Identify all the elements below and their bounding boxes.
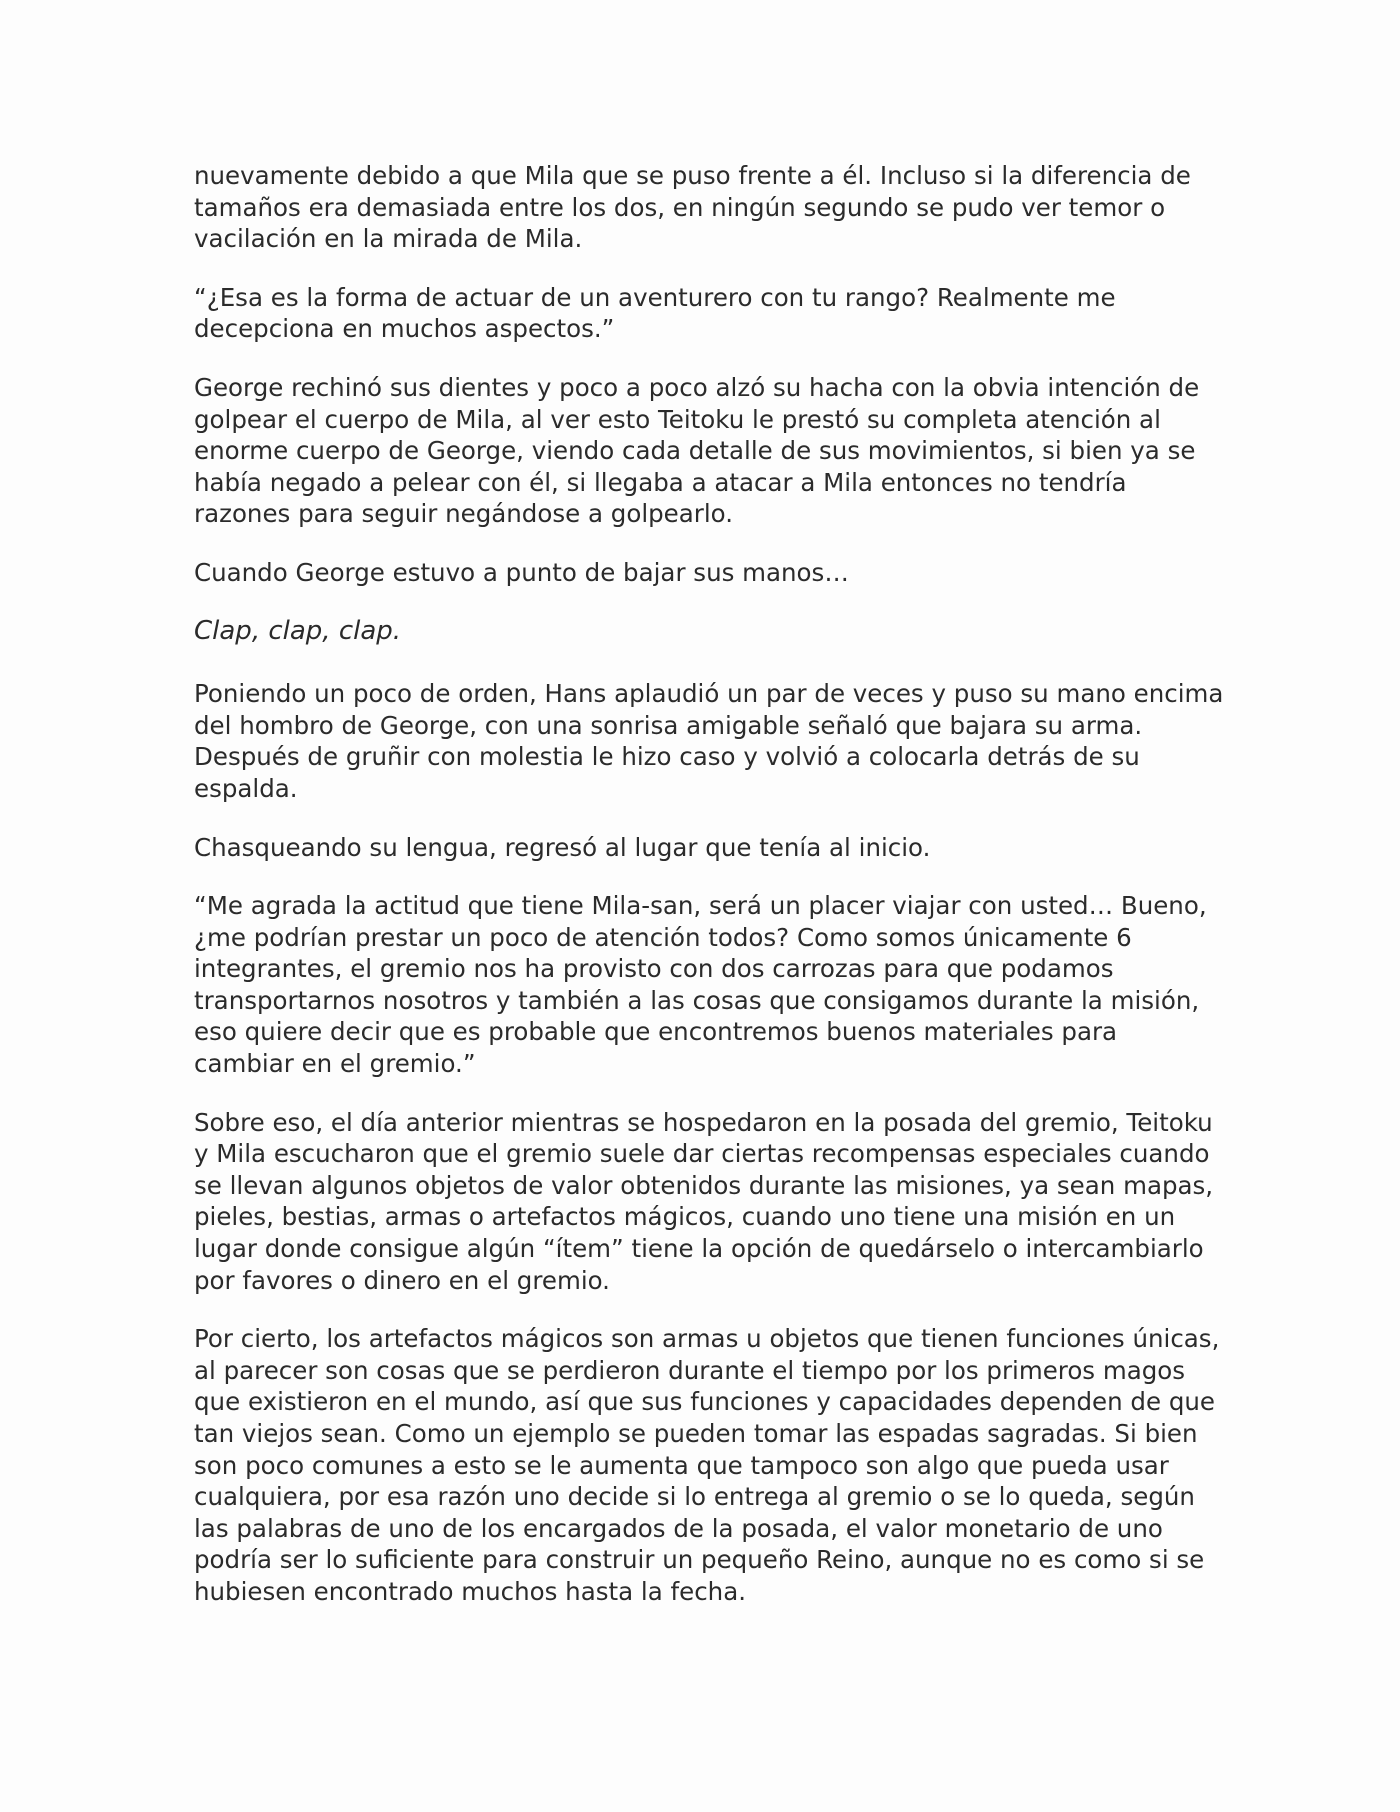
sound-effect-paragraph: Clap, clap, clap. bbox=[194, 615, 402, 646]
dialogue-paragraph: “¿Esa es la forma de actuar de un aventurero con tu rango? Realmente me decepciona en muchos aspectos.” bbox=[194, 282, 1116, 344]
dialogue-paragraph: “Me agrada la actitud que tiene Mila-san, será un placer viajar con usted… Bueno, ¿me podrían prestar un poco de atención todos? Como somos únicamente 6 integrantes, el gremio nos ha provisto con dos carrozas para que podamos transportarnos nosotros y también a las cosas que consigamos durante la misión, eso quiere decir que es probable que encontremos buenos materiales para cambiar en el gremio.” bbox=[194, 891, 1207, 1079]
body-text bbox=[194, 160, 1224, 1635]
paragraph: Cuando George estuvo a punto de bajar sus manos… bbox=[194, 557, 849, 587]
paragraph: George rechinó sus dientes y poco a poco alzó su hacha con la obvia intención de golpear el cuerpo de Mila, al ver esto Teitoku le prestó su completa atención al enorme cuerpo de George, viendo cada detalle de sus movimientos, si bien ya se había negado a pelear con él, si llegaba a atacar a Mila entonces no tendría razones para seguir negándose a golpearlo. bbox=[194, 372, 1200, 529]
paragraph: Por cierto, los artefactos mágicos son armas u objetos que tienen funciones únicas, al parecer son cosas que se perdieron durante el tiempo por los primeros magos que existieron en el mundo, así que sus funciones y capacidades dependen de que tan viejos sean. Como un ejemplo se pueden tomar las espadas sagradas. Si bien son poco comunes a esto se le aumenta que tampoco son algo que pueda usar cualquiera, por esa razón uno decide si lo entrega al gremio o se lo queda, según las palabras de uno de los encargados de la posada, el valor monetario de uno podría ser lo suficiente para construir un pequeño Reino, aunque no es como si se hubiesen encontrado muchos hasta la fecha. bbox=[194, 1324, 1220, 1606]
paragraph: Poniendo un poco de orden, Hans aplaudió un par de veces y puso su mano encima del hombro de George, con una sonrisa amigable señaló que bajara su arma. Después de gruñir con molestia le hizo caso y volvió a colocarla detrás de su espalda. bbox=[194, 679, 1224, 803]
paragraph: nuevamente debido a que Mila que se puso frente a él. Incluso si la diferencia de tamaños era demasiada entre los dos, en ningún segundo se pudo ver temor o vacilación en la mirada de Mila. bbox=[194, 161, 1191, 254]
paragraph: Chasqueando su lengua, regresó al lugar que tenía al inicio. bbox=[194, 832, 931, 862]
paragraph: Sobre eso, el día anterior mientras se hospedaron en la posada del gremio, Teitoku y Mila escucharon que el gremio suele dar ciertas recompensas especiales cuando se llevan algunos objetos de valor obtenidos durante las misiones, ya sean mapas, pieles, bestias, armas o artefactos mágicos, cuando uno tiene una misión en un lugar donde consigue algún “ítem” tiene la opción de quedárselo o intercambiarlo por favores o dinero en el gremio. bbox=[194, 1107, 1214, 1295]
